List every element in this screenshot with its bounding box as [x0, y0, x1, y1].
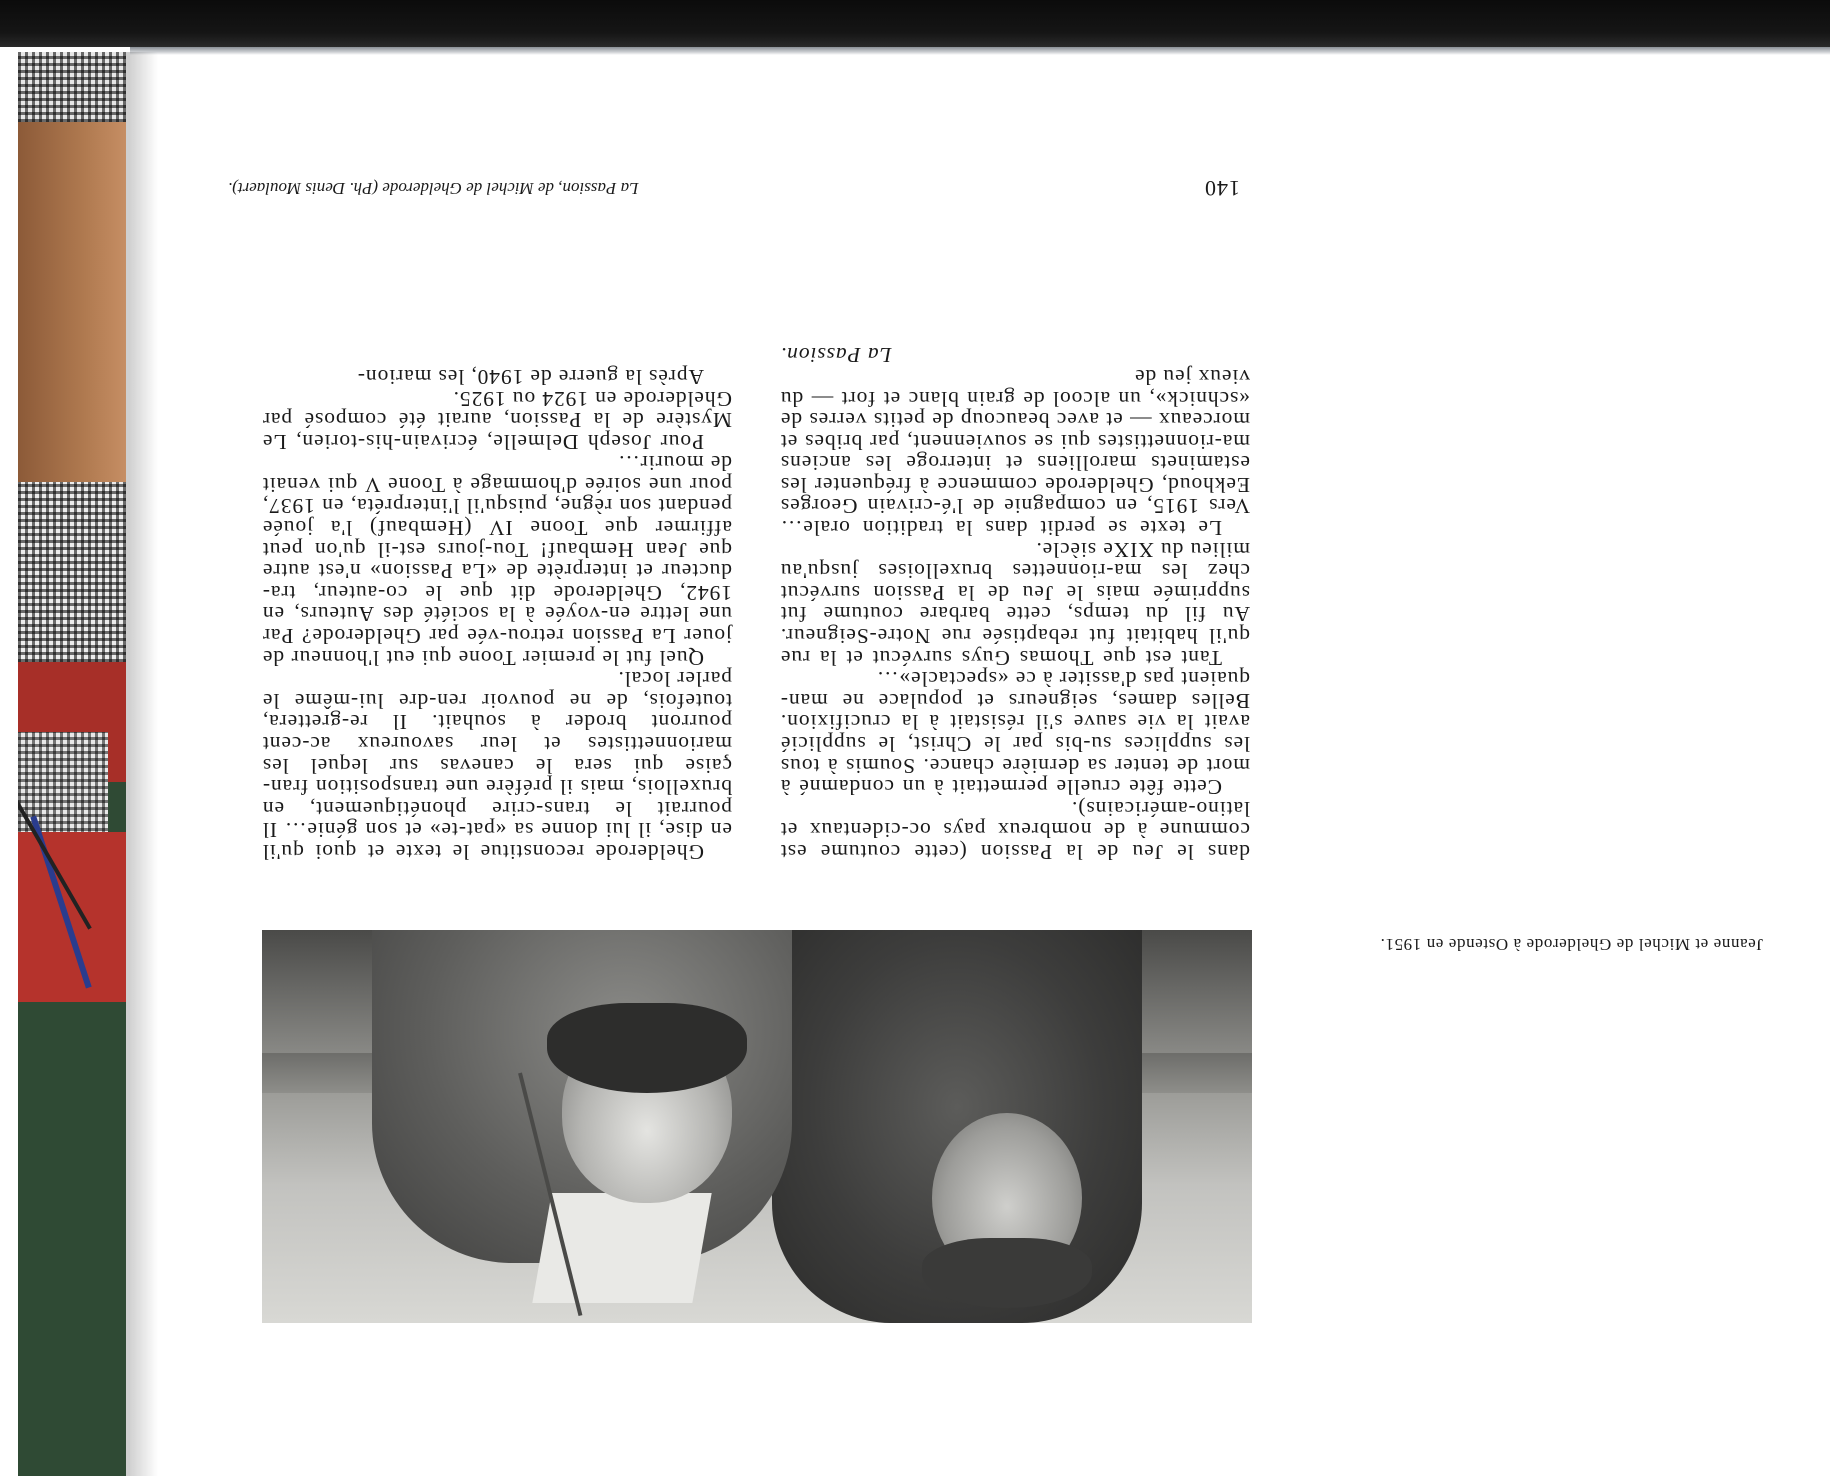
paragraph: Pour Joseph Delmelle, écrivain-his-torien, Le Mystère de la Passion, aurait été composé par Ghelderode en 1924 ou 1925.: [262, 386, 732, 454]
paragraph: Le texte se perdit dans la tradition orale… Vers 1915, en compagnie de l'é-crivain Georges Eekhoud, Ghelderode commence à fréquenter les estaminets marolliens et interroge les anciens ma-rionnettistes qui se souviennent, par bribes et morceaux — et avec beaucoup de petits verres de «schnick», un alcool de grain blanc et fort — du vieux jeu de: [780, 364, 1250, 541]
checkered-fabric: [18, 52, 130, 122]
checkered-fabric: [18, 482, 130, 662]
page-number: 140: [1204, 176, 1240, 201]
text-column-first: [780, 222, 1250, 862]
paragraph-end: La Passion.: [780, 343, 892, 368]
photo-hat: [922, 1238, 1092, 1308]
page-edge-shadow: [130, 47, 1830, 55]
running-head: La Passion, de Michel de Ghelderode (Ph. Denis Moulaert).: [228, 179, 639, 198]
photo-hair: [547, 1003, 747, 1093]
photograph: [262, 930, 1252, 1323]
red-costume: [18, 832, 130, 1002]
paragraph: Quel fut le premier Toone qui eut l'honneur de jouer La Passion retrou-vée par Ghelderode? Par une lettre en-voyée à la société des Auteurs, en 1942, Ghelderode dit que le co-auteur, tra-ducteur et interprète de «La Passion» n'est autre que Jean Hembauf! Tou-jours est-il qu'on peut affirmer que Toone IV (Hembauf) l'a jouée pendant son règne, puisqu'il l'interpréta, en 1937, pour une soirée d'hommage à Toone V qui venait de mourir…: [262, 451, 732, 670]
paragraph: Ghelderode reconstitue le texte et quoi qu'il en dise, il lui donne sa «pat-te» et son génie… Il pourrait le trans-crire phonétiquement, en bruxellois, mais il préfère une transposition fran-çaise qui sera le canevas sur lequel les marionnettistes et leur savoureux ac-cent pourront broder à souhait. Il re-grettera, toutefois, de ne pouvoir ren-dre lui-même le parler local.: [262, 667, 732, 864]
adjacent-page-photo-strip: [18, 52, 130, 1476]
paragraph: Tant est que Thomas Guys survécut et la rue qu'il habitait fut rebaptisée rue Notre-Seigneur. Au fil du temps, cette barbare coutume fut supprimée mais le Jeu de la Passion survécut chez les ma-rionnettes bruxelloises jusqu'au milieu du XIXe siècle.: [780, 537, 1250, 670]
scan-border-top: [0, 0, 1830, 47]
paragraph: dans le Jeu de la Passion (cette coutume est commune à de nombreux pays oc-cidentaux et latino-américains).: [780, 796, 1250, 864]
wooden-surface: [18, 122, 130, 482]
text-column-second: [262, 228, 732, 862]
paragraph: Après la guerre de 1940, les marion-: [356, 364, 704, 389]
photo-caption: Jeanne et Michel de Ghelderode à Ostende en 1951.: [1380, 935, 1763, 954]
spine-shadow: [130, 52, 158, 1476]
photo-collar: [532, 1193, 711, 1303]
paragraph: Cette fête cruelle permettait à un condamné à mort de tenter sa dernière chance. Soumis à tous les supplices su-bis par le Christ, le supplicié avait la vie sauve s'il résistait à la crucifixion. Belles dames, seigneurs et populace ne man-quaient pas d'assiter à ce «spectacle»…: [780, 667, 1250, 800]
